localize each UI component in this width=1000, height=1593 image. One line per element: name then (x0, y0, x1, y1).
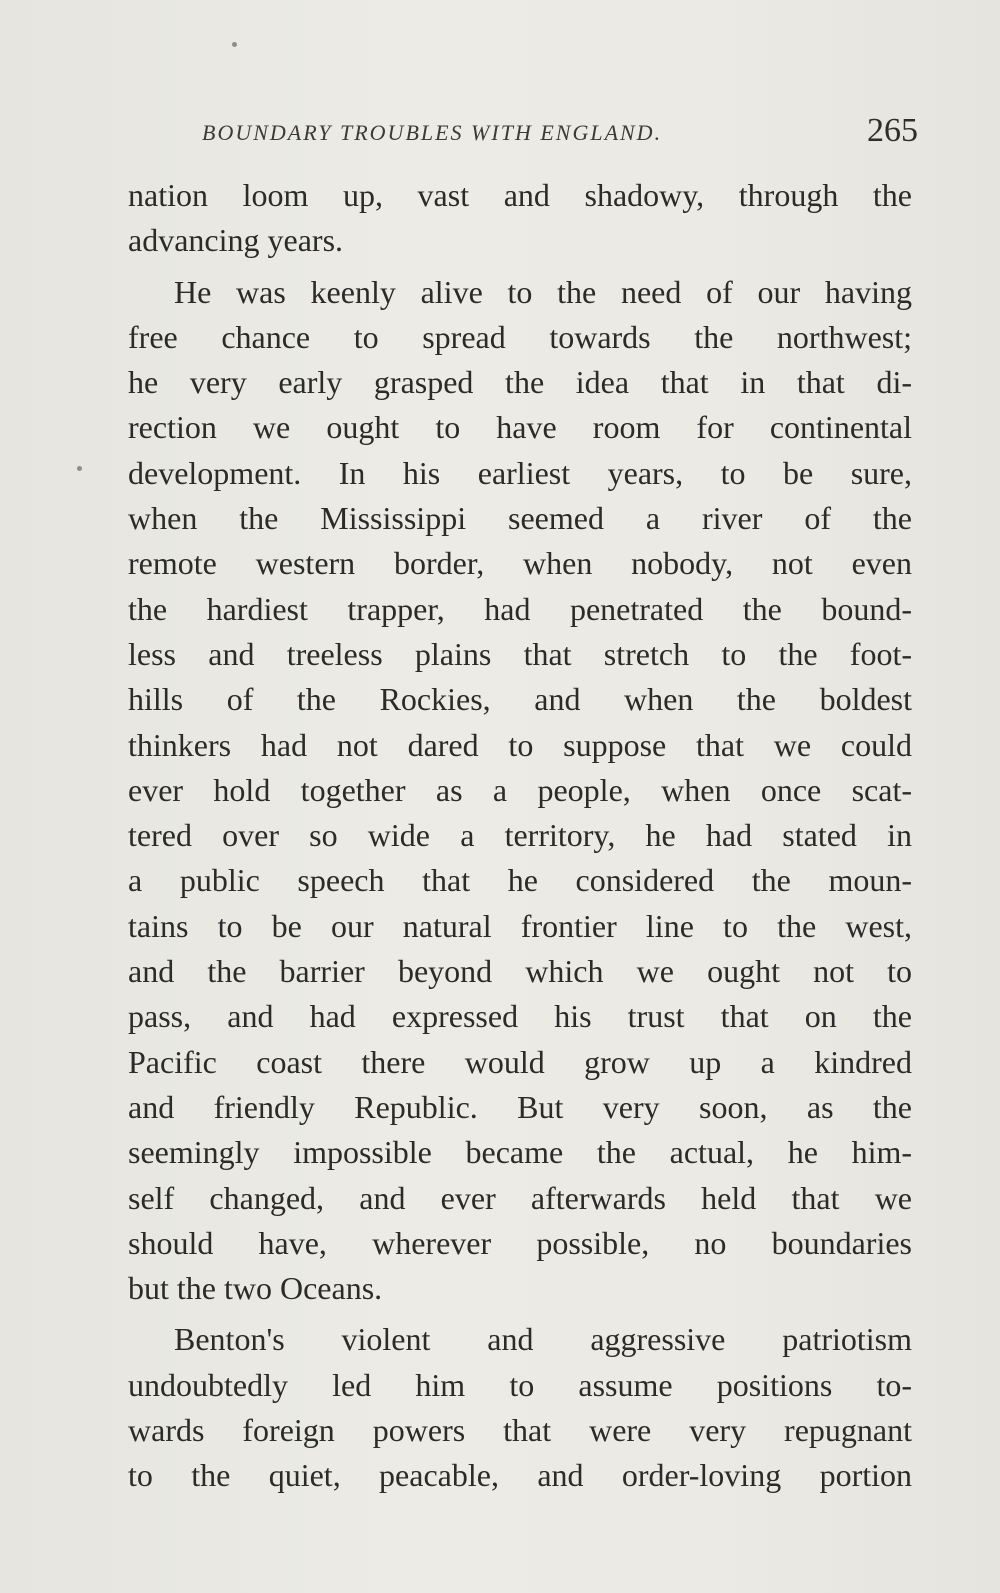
text-line: Benton's violent and aggressive patriotism (174, 1321, 912, 1358)
text-line: He was keenly alive to the need of our having (174, 273, 912, 310)
text-line: less and treeless plains that stretch to the foot- (128, 635, 912, 672)
text-line: but the two Oceans. (128, 1270, 383, 1307)
text-line: should have, wherever possible, no boundaries (128, 1224, 912, 1261)
text-line: ever hold together as a people, when once scat- (128, 771, 912, 808)
text-line: Pacific coast there would grow up a kindred (128, 1043, 912, 1080)
running-title: BOUNDARY TROUBLES WITH ENGLAND. (202, 120, 663, 145)
paragraph (128, 173, 912, 264)
text-line: to the quiet, peacable, and order-loving portion (128, 1457, 912, 1494)
text-line: nation loom up, vast and shadowy, through the (128, 177, 912, 213)
body-text (128, 173, 912, 1499)
text-line: undoubtedly led him to assume positions to- (128, 1366, 912, 1403)
text-line: advancing years. (128, 222, 344, 259)
text-line: and friendly Republic. But very soon, as the (128, 1088, 912, 1125)
text-line: tered over so wide a territory, he had stated in (128, 817, 912, 854)
margin-speck (232, 42, 237, 47)
text-line: rection we ought to have room for continental (128, 409, 912, 446)
paragraph (128, 1317, 912, 1498)
paragraph (128, 270, 912, 1312)
running-head (138, 112, 918, 156)
text-line: he very early grasped the idea that in that di- (128, 364, 912, 401)
text-line: development. In his earliest years, to be sure, (128, 454, 912, 491)
text-line: a public speech that he considered the moun- (128, 862, 912, 899)
text-line: and the barrier beyond which we ought not to (128, 953, 912, 990)
text-line: remote western border, when nobody, not even (128, 545, 912, 582)
page-number: 265 (867, 112, 918, 149)
text-line: pass, and had expressed his trust that on the (128, 998, 912, 1035)
margin-speck (77, 466, 82, 471)
text-line: hills of the Rockies, and when the boldest (128, 681, 912, 718)
text-line: thinkers had not dared to suppose that we could (128, 726, 912, 763)
text-line: free chance to spread towards the northwest; (128, 318, 912, 355)
text-line: self changed, and ever afterwards held that we (128, 1179, 912, 1216)
text-line: the hardiest trapper, had penetrated the bound- (128, 590, 912, 627)
text-line: tains to be our natural frontier line to the west, (128, 907, 912, 944)
text-line: when the Mississippi seemed a river of the (128, 500, 912, 537)
text-line: wards foreign powers that were very repugnant (128, 1412, 912, 1449)
text-line: seemingly impossible became the actual, he him- (128, 1134, 912, 1171)
